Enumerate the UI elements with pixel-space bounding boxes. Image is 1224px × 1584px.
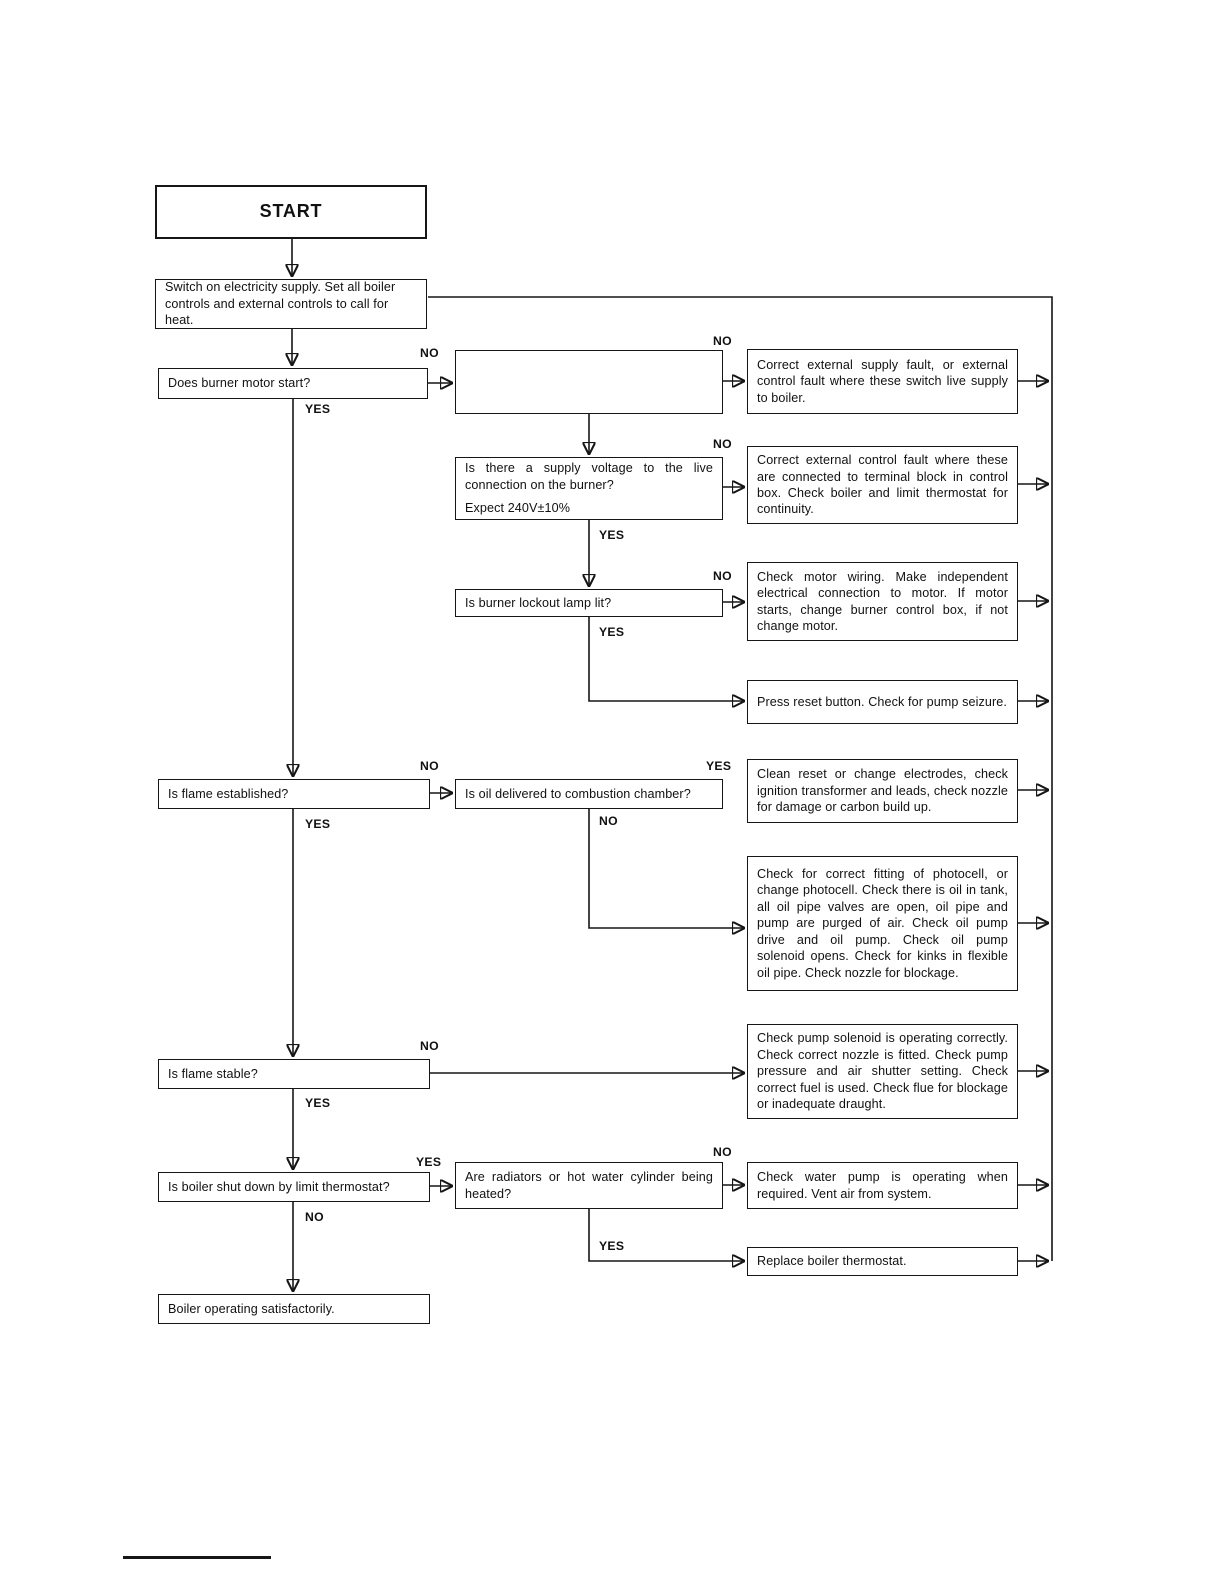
node-flame-established-label: Is flame established? [168,786,289,801]
node-flame-stable [158,1059,430,1089]
branch-label-yes-flame-stable: YES [305,1096,331,1110]
node-clean-reset-label: Clean reset or change electrodes, check ignition transformer and leads, check nozzle for damage or carbon build up. [757,767,1008,815]
node-boiler-operating [158,1294,430,1324]
branch-label-no-limit: NO [305,1210,324,1224]
node-boiler-operating-label: Boiler operating satisfactorily. [168,1301,335,1316]
branch-label-yes-flame-est: YES [305,817,331,831]
branch-label-no-burner: NO [420,346,439,360]
branch-label-yes-radiators: YES [599,1239,625,1253]
node-fix-motor-label: Check motor wiring. Make independent electrical connection to motor. If motor starts, change burner control box, if not change motor. [757,569,1008,633]
node-fix-motor [747,562,1018,641]
node-start [155,185,427,239]
branch-label-no-lockout: NO [713,569,732,583]
node-flame-established [158,779,430,809]
node-replace-thermostat-label: Replace boiler thermostat. [757,1254,907,1269]
node-oil-delivered-label: Is oil delivered to combustion chamber? [465,786,691,801]
branch-label-no-oil: NO [599,814,618,828]
node-water-pump-label: Check water pump is operating when required. Vent air from system. [757,1170,1008,1201]
node-replace-thermostat [747,1247,1018,1276]
node-supply-voltage-note: Expect 240V±10% [465,501,571,516]
node-water-pump [747,1162,1018,1209]
branch-label-no-flame-est: NO [420,759,439,773]
node-switch-on [155,279,427,329]
node-fix-control [747,446,1018,524]
branch-label-yes-burner: YES [305,402,331,416]
node-pump-solenoid [747,1024,1018,1119]
node-start-label: START [259,201,323,222]
node-supply-voltage-label: Is there a supply voltage to the live connection on the burner? [465,461,713,492]
node-limit-thermostat [158,1172,430,1202]
node-lockout-lamp [455,589,723,617]
node-radiators-label: Are radiators or hot water cylinder being heated? [465,1170,713,1201]
node-fix-supply-label: Correct external supply fault, or external control fault where these switch live supply to boiler. [757,357,1008,405]
node-photocell-label: Check for correct fitting of photocell, or change photocell. Check there is oil in tank, all oil pipe valves are open, oil pipe and pump are purged of air. Check oil pump drive and oil pump. Check oil pump solenoid opens. Check for kinks in flexible oil pipe. Check nozzle for blockage. [757,866,1008,980]
node-supply-voltage [455,457,723,520]
node-burner-motor-label: Does burner motor start? [168,376,311,391]
node-fix-control-label: Correct external control fault where these are connected to terminal block in control box. Check boiler and limit thermostat for continuity. [757,453,1008,517]
node-press-reset-label: Press reset button. Check for pump seizure. [757,694,1007,709]
branch-label-yes-limit: YES [416,1155,442,1169]
node-flame-stable-label: Is flame stable? [168,1066,258,1081]
page-footer-rule [123,1556,271,1559]
branch-label-no-flame-stable: NO [420,1039,439,1053]
branch-label-no-radiators: NO [713,1145,732,1159]
node-clean-reset [747,759,1018,823]
node-blank [455,350,723,414]
branch-label-yes-oil: YES [706,759,732,773]
node-pump-solenoid-label: Check pump solenoid is operating correctly. Check correct nozzle is fitted. Check pump pressure and air shutter setting. Check correct fuel is used. Check flue for blockage or inadequate draught. [757,1031,1008,1112]
node-switch-on-label: Switch on electricity supply. Set all boiler controls and external controls to call for heat. [165,280,396,328]
edge-radiators-yes-to-replace [589,1209,743,1261]
node-press-reset [747,680,1018,724]
node-radiators [455,1162,723,1209]
branch-label-yes-voltage: YES [599,528,625,542]
node-burner-motor [158,368,428,399]
branch-label-no-blank: NO [713,334,732,348]
node-limit-thermostat-label: Is boiler shut down by limit thermostat? [168,1179,390,1194]
node-fix-supply [747,349,1018,414]
node-oil-delivered [455,779,723,809]
node-lockout-lamp-label: Is burner lockout lamp lit? [465,595,612,610]
branch-label-yes-lockout: YES [599,625,625,639]
node-photocell [747,856,1018,991]
branch-label-no-voltage: NO [713,437,732,451]
